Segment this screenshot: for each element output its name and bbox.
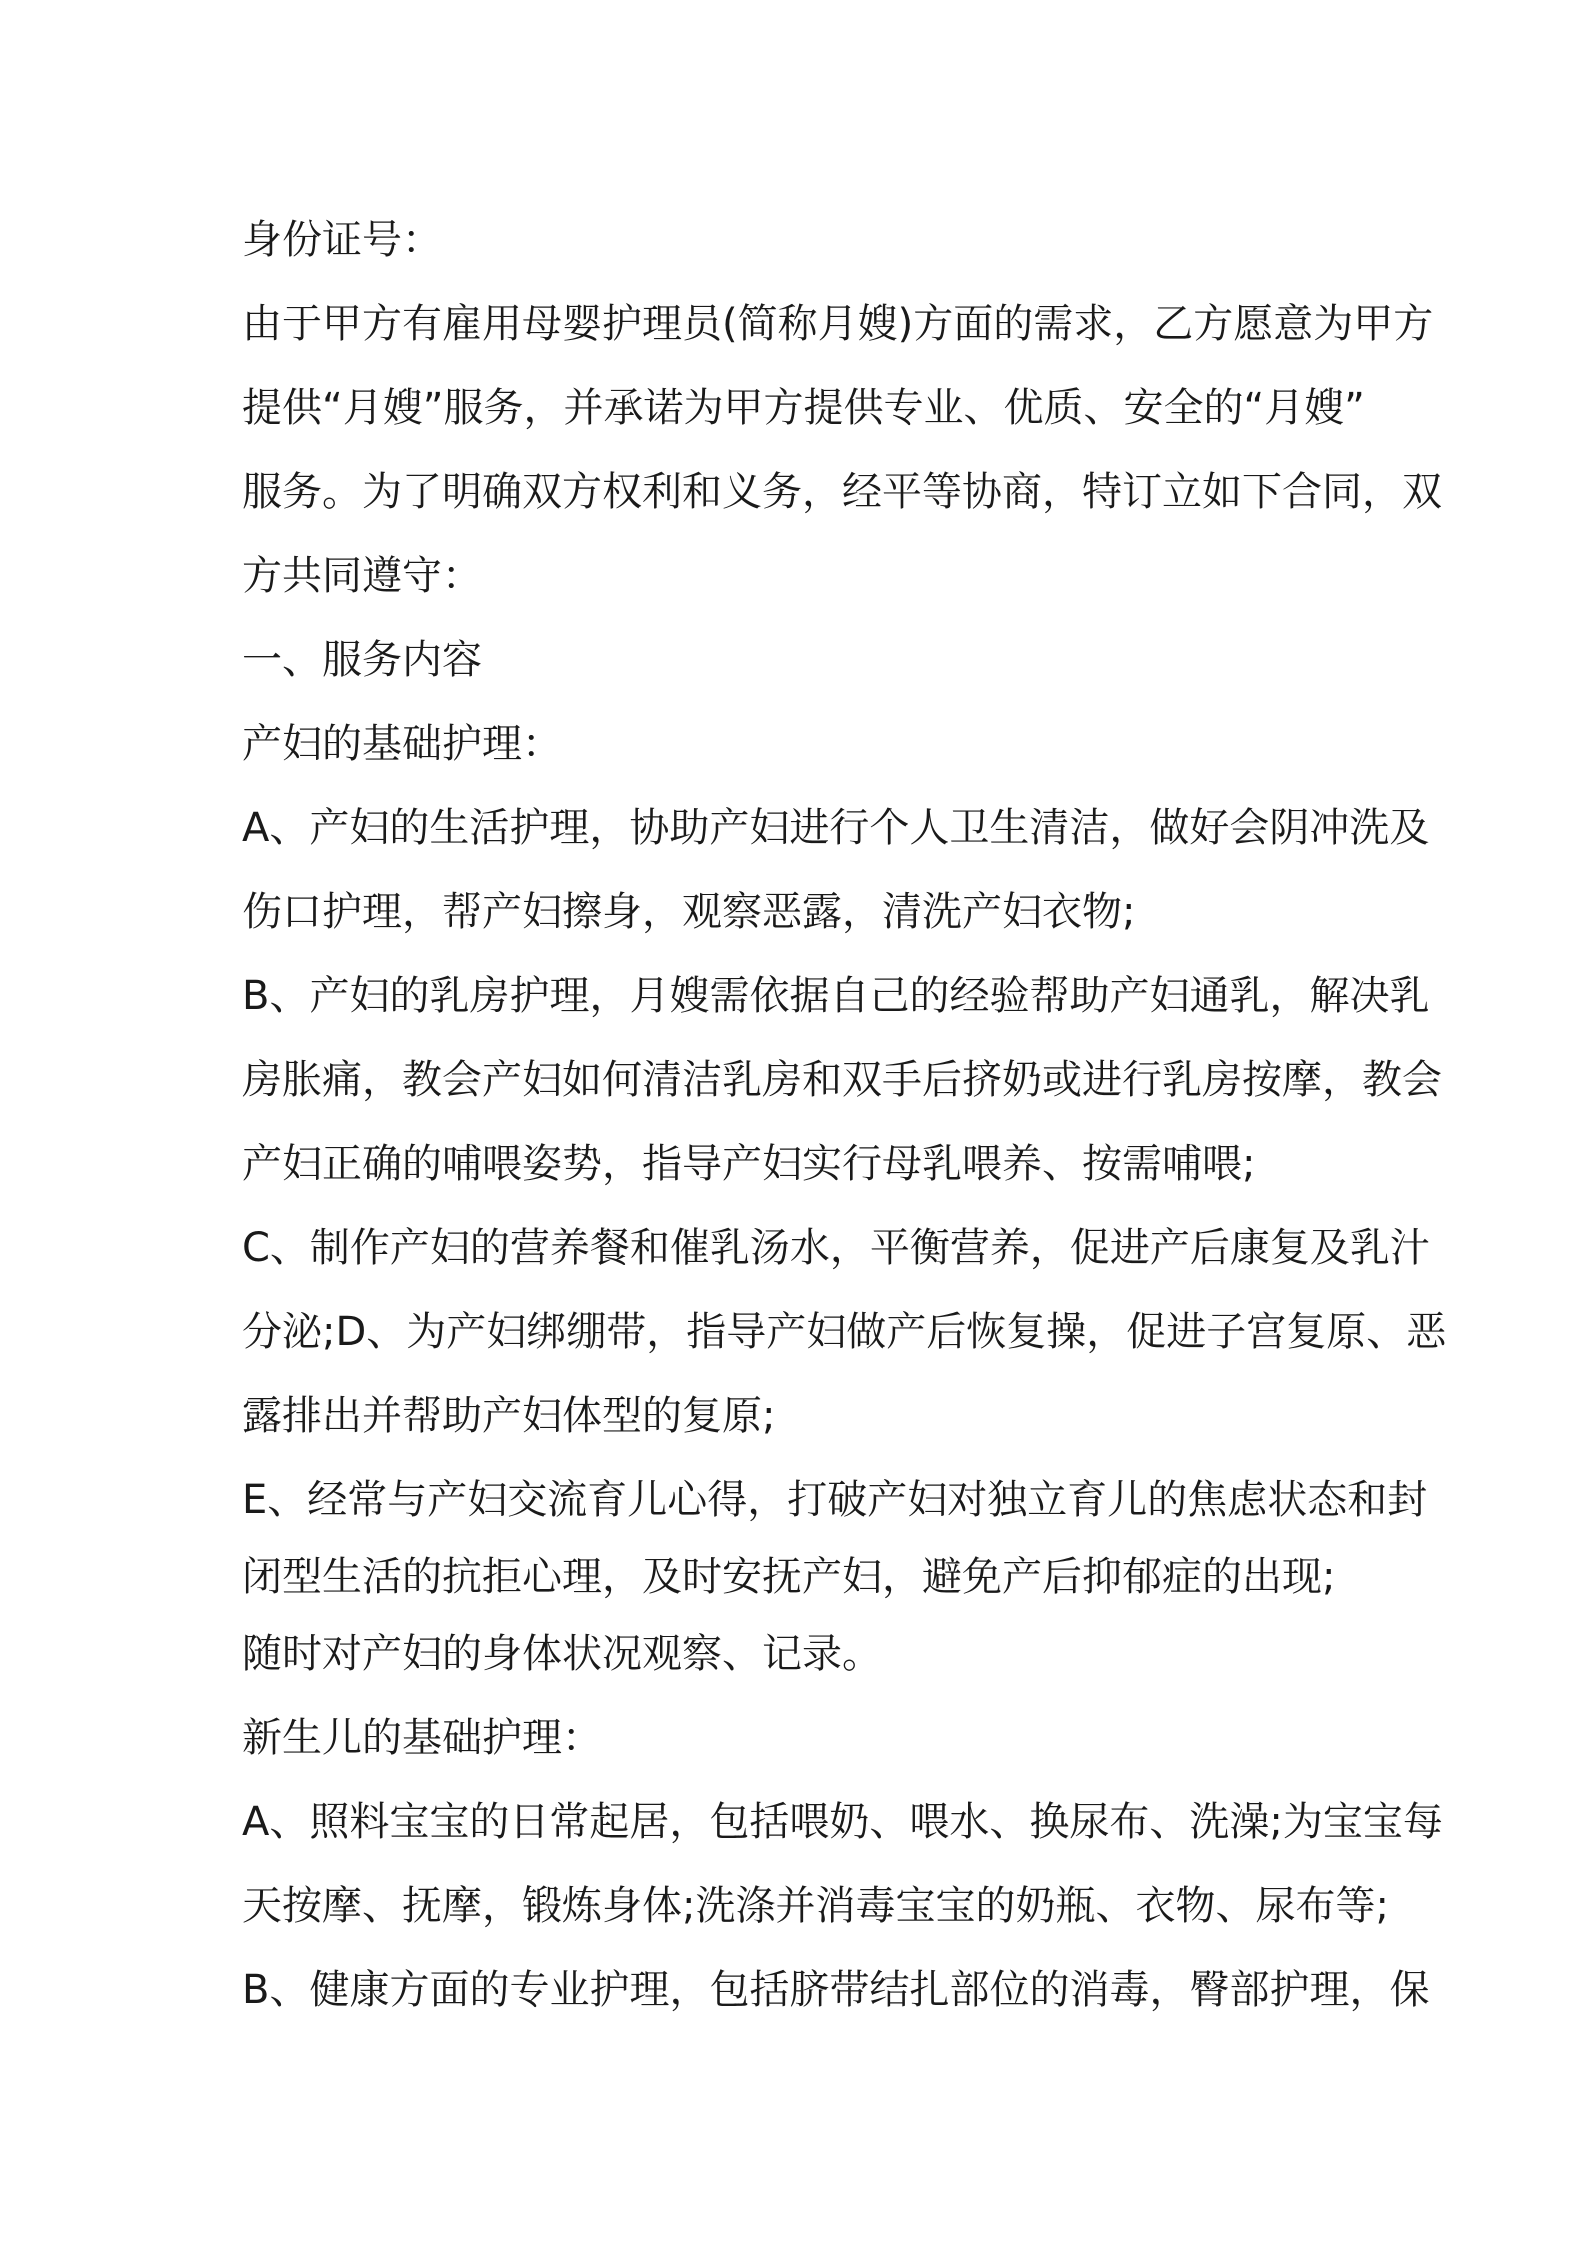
text-line-preamble-1: 由于甲方有雇用母婴护理员(简称月嫂)方面的需求，乙方愿意为甲方 — [242, 301, 1434, 347]
text-line-preamble-4: 方共同遵守： — [242, 553, 482, 599]
text-line-mother-observe: 随时对产妇的身体状况观察、记录。 — [242, 1631, 882, 1677]
text-line-newborn-a-1: A、照料宝宝的日常起居，包括喂奶、喂水、换尿布、洗澡;为宝宝每 — [242, 1799, 1443, 1845]
document-body — [242, 198, 1447, 2032]
section-heading-service-content: 一、服务内容 — [242, 637, 482, 683]
text-line-mother-b-2: 房胀痛，教会产妇如何清洁乳房和双手后挤奶或进行乳房按摩，教会 — [242, 1057, 1442, 1103]
text-line-mother-e-1: E、经常与产妇交流育儿心得，打破产妇对独立育儿的焦虑状态和封 — [242, 1477, 1428, 1523]
text-line-mother-c-3: 露排出并帮助产妇体型的复原; — [242, 1393, 776, 1439]
text-line-mother-e-2: 闭型生活的抗拒心理，及时安抚产妇，避免产后抑郁症的出现; — [242, 1554, 1336, 1600]
text-line-preamble-3: 服务。为了明确双方权利和义务，经平等协商，特订立如下合同，双 — [242, 469, 1442, 515]
text-line-mother-a-1: A、产妇的生活护理，协助产妇进行个人卫生清洁，做好会阴冲洗及 — [242, 805, 1430, 851]
subheading-newborn-care: 新生儿的基础护理： — [242, 1715, 602, 1761]
text-line-mother-b-3: 产妇正确的哺喂姿势，指导产妇实行母乳喂养、按需哺喂; — [242, 1141, 1256, 1187]
text-line-preamble-2: 提供“月嫂”服务，并承诺为甲方提供专业、优质、安全的“月嫂” — [242, 385, 1365, 431]
text-line-mother-b-1: B、产妇的乳房护理，月嫂需依据自己的经验帮助产妇通乳，解决乳 — [242, 973, 1430, 1019]
text-line-newborn-b-1: B、健康方面的专业护理，包括脐带结扎部位的消毒，臀部护理，保 — [242, 1967, 1430, 2013]
text-line-mother-a-2: 伤口护理，帮产妇擦身，观察恶露，清洗产妇衣物; — [242, 889, 1136, 935]
text-line-id-number: 身份证号： — [242, 217, 442, 263]
subheading-mother-care: 产妇的基础护理： — [242, 721, 562, 767]
text-line-mother-c-1: C、制作产妇的营养餐和催乳汤水，平衡营养，促进产后康复及乳汁 — [242, 1225, 1430, 1271]
text-line-newborn-a-2: 天按摩、抚摩，锻炼身体;洗涤并消毒宝宝的奶瓶、衣物、尿布等; — [242, 1883, 1389, 1929]
text-line-mother-c-2: 分泌;D、为产妇绑绷带，指导产妇做产后恢复操，促进子宫复原、恶 — [242, 1309, 1447, 1355]
